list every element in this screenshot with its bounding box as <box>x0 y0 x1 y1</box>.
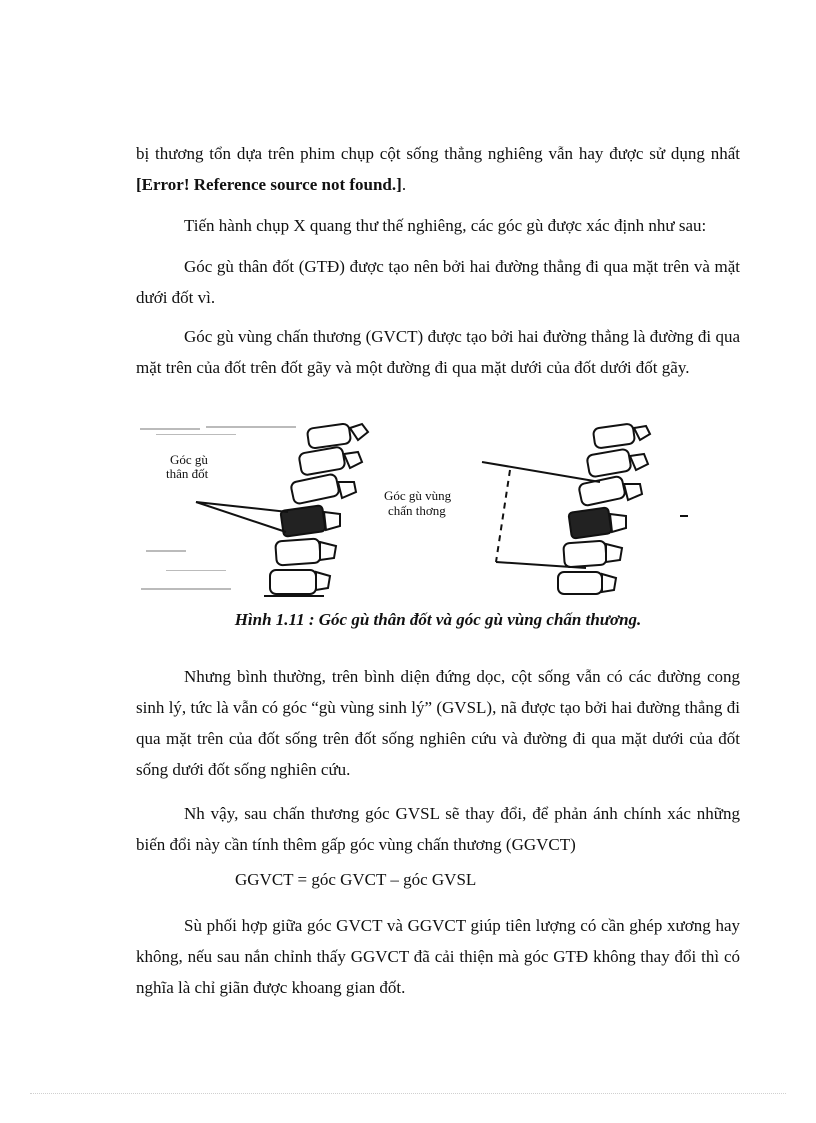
paragraph-1-end: . <box>401 175 407 194</box>
paragraph-1-text: bị thương tổn dựa trên phim chụp cột sống thẳng nghiêng vẫn hay được sử dụng nhất <box>136 144 740 163</box>
label-left-line2: thân đốt <box>166 466 209 481</box>
paragraph-6: Nh vậy, sau chấn thương góc GVSL sẽ thay đổi, để phản ánh chính xác những biến đổi này cần tính thêm gấp góc vùng chấn thương (GGVCT) <box>136 804 740 854</box>
paragraph-1 <box>136 138 740 200</box>
formula: GGVCT = góc GVCT – góc GVSL <box>235 870 477 889</box>
spine-left <box>264 423 368 596</box>
paragraph-4: Góc gù vùng chấn thương (GVCT) được tạo bởi hai đường thẳng là đường đi qua mặt trên của đốt trên đốt gãy và một đường đi qua mặt dưới của đốt dưới đốt gãy. <box>136 327 740 377</box>
paragraph-2: Tiến hành chụp X quang thư thế nghiêng, các góc gù được xác định như sau: <box>184 216 707 235</box>
page-bottom-divider <box>30 1093 786 1094</box>
scan-noise <box>140 426 296 590</box>
spine-illustration <box>136 420 740 600</box>
label-right-line2: chấn thơng <box>388 503 446 518</box>
paragraph-5: Nhưng bình thường, trên bình diện đứng dọc, cột sống vẫn có các đường cong sinh lý, tức là vẫn có góc “gù vùng sinh lý” (GVSL), nã được tạo bởi hai đường thẳng đi qua mặt trên của đốt sống trên đốt sống nghiên cứu và đường đi qua mặt dưới của đốt sống dưới đốt sống nghiên cứu. <box>136 667 740 779</box>
label-right-line1: Góc gù vùng <box>384 488 452 503</box>
figure-caption: Hình 1.11 : Góc gù thân đốt và góc gù vùng chấn thương. <box>234 610 642 629</box>
paragraph-3: Góc gù thân đốt (GTĐ) được tạo nên bởi hai đường thẳng đi qua mặt trên và mặt dưới đốt vì. <box>136 257 740 307</box>
spine-figure <box>136 420 740 600</box>
reference-error: [Error! Reference source not found.] <box>136 175 402 194</box>
label-left-line1: Góc gù <box>170 452 208 467</box>
body-angle-lines <box>196 502 288 532</box>
spine-right <box>558 423 650 594</box>
paragraph-7: Sù phối hợp giữa góc GVCT và GGVCT giúp tiên lượng có cần ghép xương hay không, nếu sau nắn chỉnh thấy GGVCT đã cải thiện mà góc GTĐ không thay đổi thì có nghĩa là chỉ giãn được khoang gian đốt. <box>136 916 740 997</box>
